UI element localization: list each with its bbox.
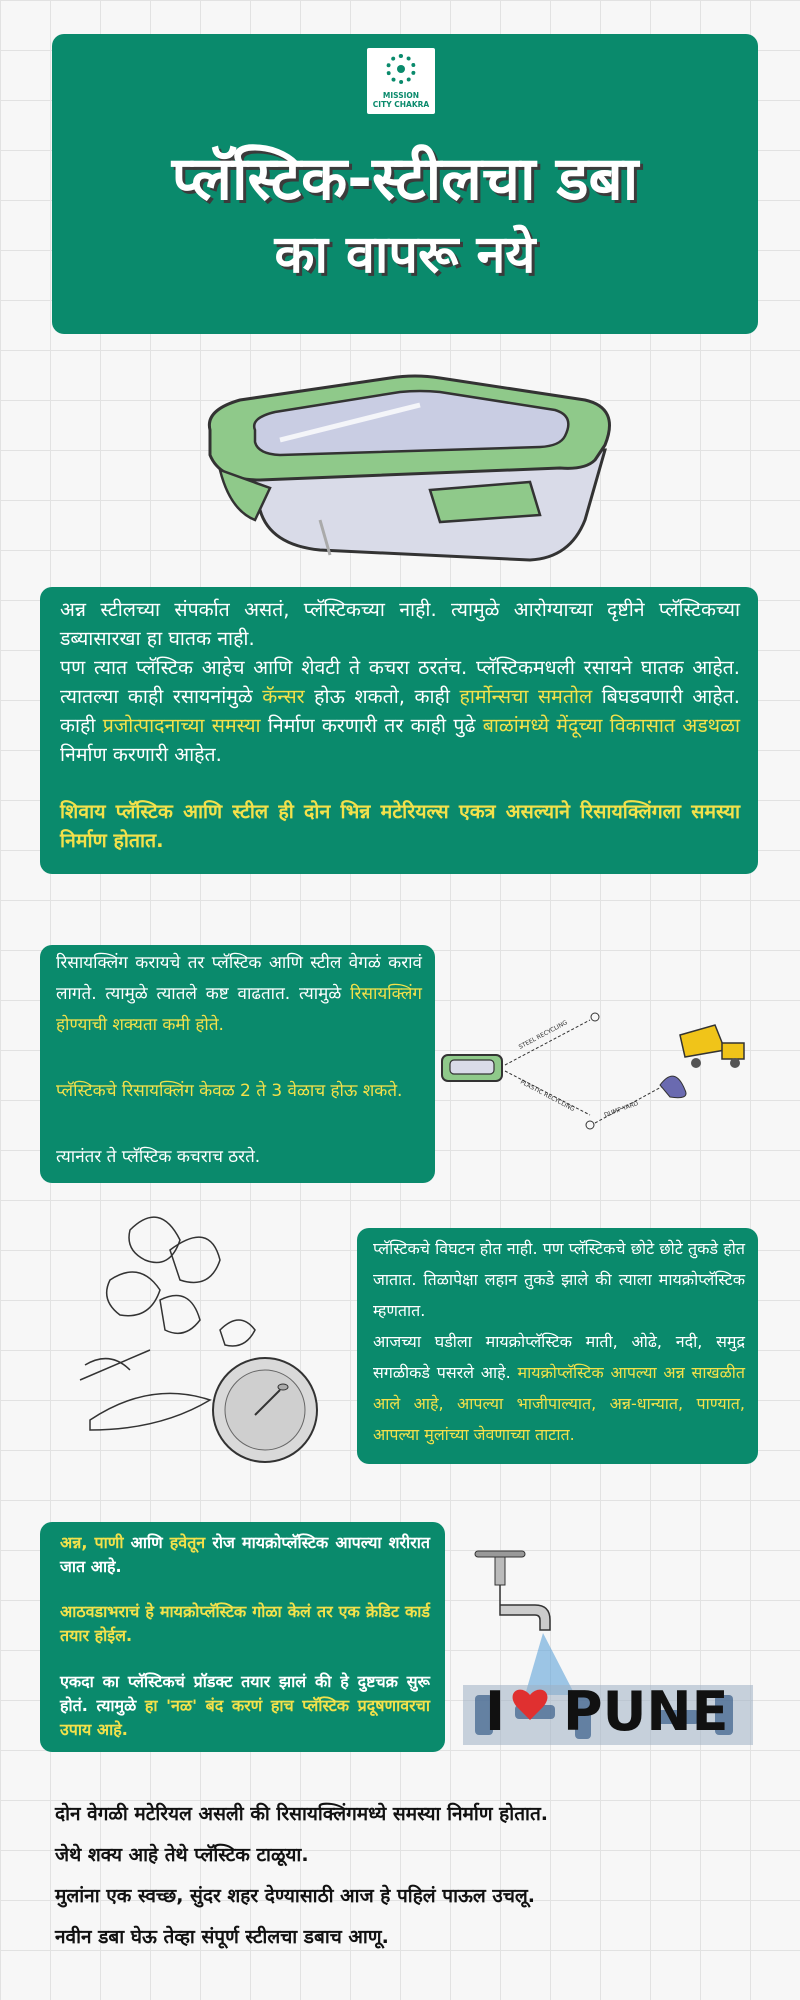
dump-truck-icon — [680, 1025, 744, 1068]
text-span: निर्माण करणारी तर काही पुढे — [260, 714, 483, 737]
health-paragraph-1: अन्न स्टीलच्या संपर्कात असतं, प्लॅस्टिकच्या नाही. त्यामुळे आरोग्याच्या दृष्टीने प्लॅस्टिकच्या डब्यासारखा हा घातक नाही. — [60, 598, 740, 650]
credit-paragraph-2: आठवडाभराचं हे मायक्रोप्लॅस्टिक गोळा केलं तर एक क्रेडिट कार्ड तयार होईल. — [60, 1602, 430, 1645]
credit-paragraph-1 — [60, 1531, 430, 1579]
highlight-hormones: हार्मोन्सचा समतोल — [459, 685, 593, 708]
diagram-label-dump: DUMP YARD — [603, 1100, 640, 1119]
highlight-air: हवेतून — [169, 1533, 206, 1552]
highlight-cancer: कॅन्सर — [262, 685, 305, 708]
highlight-food-chain: मायक्रोप्लॅस्टिक आपल्या अन्न साखळीत आले आहे, आपल्या भाजीपाल्यात, अन्न-धान्यात, पाण्यात, आपल्या मुलांच्या जेवणाच्या ताटात. — [373, 1363, 745, 1444]
page-title: प्लॅस्टिक-स्टीलचा डबा — [171, 144, 639, 214]
diagram-label-plastic: PLASTIC RECYCLING — [519, 1078, 576, 1114]
text-span: निर्माण करणारी आहेत. — [60, 743, 222, 766]
diagram-label-steel: STEEL RECYCLING — [517, 1019, 569, 1051]
recycling-paragraph-3: त्यानंतर ते प्लॅस्टिक कचराच ठरते. — [56, 1147, 261, 1167]
garbage-pile-icon — [660, 1076, 686, 1098]
food-plate-illustration — [70, 1200, 330, 1470]
logo-text-line2: CITY CHAKRA — [372, 100, 430, 109]
text-span: आजच्या घडीला मायक्रोप्लॅस्टिक माती, ओढे, नदी, समुद्र सगळीकडे पसरले आहे. — [373, 1332, 745, 1382]
mission-city-chakra-logo — [367, 48, 435, 114]
text-span: एकदा का प्लॅस्टिकचं प्रॉडक्ट तयार झालं की हे दुष्टचक्र सुरू होतं. त्यामुळे — [60, 1672, 430, 1715]
recycle-icon — [591, 1013, 599, 1021]
recycling-paragraph-1 — [56, 948, 422, 1041]
text-span: पण त्यात प्लॅस्टिक आहेच आणि शेवटी ते कचरा ठरतंच. प्लॅस्टिकमधली रसायने घातक आहेत. त्यातल्या काही रसायनांमुळे — [60, 656, 740, 708]
highlight-reproduction: प्रजोत्पादनाच्या समस्या — [102, 714, 261, 737]
chakra-icon — [386, 54, 416, 84]
text-span: रिसायक्लिंग करायचे तर प्लॅस्टिक आणि स्टील वेगळं करावं लागते. त्यामुळे त्यातले कष्ट वाढतात. त्यामुळे — [56, 953, 422, 1004]
highlight-food-water: अन्न, पाणी — [60, 1533, 124, 1552]
pune-text: PUNE — [563, 1680, 729, 1743]
recycling-paragraph-2: प्लॅस्टिकचे रिसायक्लिंग केवळ 2 ते 3 वेळाच होऊ शकते. — [56, 1081, 403, 1101]
highlight-tap: हा 'नळ' बंद करणं हाच प्लॅस्टिक प्रदूषणावरचा उपाय आहे. — [60, 1696, 430, 1739]
tap-icon — [475, 1551, 550, 1630]
info-box-recycling — [40, 945, 435, 1183]
logo-text-line1: MISSION — [382, 91, 420, 100]
footer-message — [55, 1794, 775, 1958]
pune-i-letter: I — [485, 1680, 506, 1743]
recycle-icon — [586, 1121, 594, 1129]
text-span: होऊ शकतो, काही — [304, 685, 460, 708]
text-span: आणि — [123, 1533, 170, 1552]
microplastic-paragraph-2 — [373, 1326, 745, 1450]
page-subtitle: का वापरू नये — [274, 225, 536, 285]
text-span: बिघडवणारी आहेत. काही — [60, 685, 740, 737]
footer-line-3: मुलांना एक स्वच्छ, सुंदर शहर देण्यासाठी आज हे पहिलं पाऊल उचलू. — [55, 1885, 536, 1907]
footer-line-1: दोन वेगळी मटेरियल असली की रिसायक्लिंगमध्ये समस्या निर्माण होतात. — [55, 1803, 548, 1825]
highlight-recycling: रिसायक्लिंग होण्याची शक्यता कमी होते. — [56, 984, 422, 1035]
credit-paragraph-3 — [60, 1670, 430, 1742]
microplastic-paragraph-1: प्लॅस्टिकचे विघटन होत नाही. पण प्लॅस्टिकचे छोटे छोटे तुकडे होत जातात. तिळापेक्षा लहान तुकडे झाले की त्याला मायक्रोप्लॅस्टिक म्हणतात. — [373, 1239, 745, 1320]
info-box-health — [40, 587, 758, 874]
footer-line-2: जेथे शक्य आहे तेथे प्लॅस्टिक टाळूया. — [55, 1844, 309, 1866]
footer-line-4: नवीन डबा घेऊ तेव्हा संपूर्ण स्टीलचा डबाच आणू. — [55, 1926, 389, 1948]
highlight-brain: बाळांमध्ये मेंदूच्या विकासात अडथळा — [482, 714, 741, 737]
recycling-diagram — [440, 1005, 750, 1155]
tap-pune-illustration — [455, 1545, 755, 1750]
info-box-microplastic — [357, 1228, 758, 1464]
text-span: रोज मायक्रोप्लॅस्टिक आपल्या शरीरात जात आहे. — [60, 1533, 430, 1576]
header-banner — [52, 34, 758, 334]
info-box-credit-card — [40, 1522, 445, 1752]
health-paragraph-2 — [60, 653, 740, 769]
health-paragraph-3: शिवाय प्लॅस्टिक आणि स्टील ही दोन भिन्न मटेरियल्स एकत्र असल्याने रिसायक्लिंगला समस्या निर्माण होतात. — [60, 800, 740, 852]
lunchbox-illustration — [200, 370, 620, 570]
